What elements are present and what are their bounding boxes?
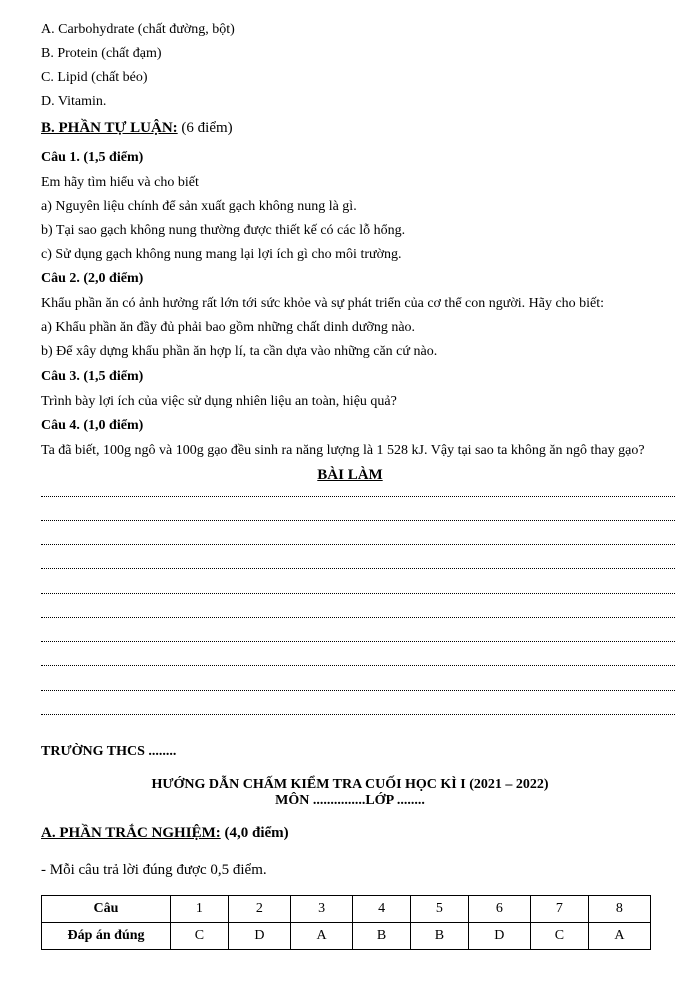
question-number: 8 [588, 896, 650, 923]
question-number: 6 [468, 896, 530, 923]
answer-line [41, 617, 675, 618]
question-number: 3 [290, 896, 352, 923]
question-4-title: Câu 4. (1,0 điểm) [41, 418, 144, 433]
question-1-part-b: b) Tại sao gạch không nung thường được thiết kế có các lỗ hổng. [41, 223, 406, 238]
correct-answer: D [228, 923, 290, 950]
correct-answer: A [588, 923, 650, 950]
question-2-intro: Khẩu phần ăn có ảnh hưởng rất lớn tới sức khỏe và sự phát triển của cơ thể con người. Hãy cho biết: [41, 296, 605, 311]
guide-subject: MÔN ...............LỚP ........ [275, 793, 425, 808]
scoring-note: - Mỗi câu trả lời đúng được 0,5 điểm. [41, 862, 267, 878]
answer-line [41, 593, 675, 594]
option-d: D. Vitamin. [41, 94, 107, 109]
school-name: TRƯỜNG THCS ........ [41, 744, 177, 759]
option-b: B. Protein (chất đạm) [41, 46, 162, 61]
question-1-part-c: c) Sử dụng gạch không nung mang lại lợi ích gì cho môi trường. [41, 247, 402, 262]
answer-line [41, 568, 675, 569]
essay-section-heading [41, 120, 233, 136]
mc-section-heading [41, 825, 289, 841]
table-row [42, 923, 651, 950]
option-a: A. Carbohydrate (chất đường, bột) [41, 22, 235, 37]
question-number: 7 [530, 896, 588, 923]
row-header-question: Câu [42, 896, 171, 923]
correct-answer: D [468, 923, 530, 950]
answer-line [41, 665, 675, 666]
question-number: 2 [228, 896, 290, 923]
mc-section-points: (4,0 điểm) [224, 825, 289, 841]
option-c: C. Lipid (chất béo) [41, 70, 148, 85]
question-1-part-a: a) Nguyên liệu chính để sản xuất gạch không nung là gì. [41, 199, 357, 214]
question-3-text: Trình bày lợi ích của việc sử dụng nhiên liệu an toàn, hiệu quả? [41, 394, 397, 409]
correct-answer: C [530, 923, 588, 950]
question-3-title: Câu 3. (1,5 điểm) [41, 369, 144, 384]
question-number: 4 [353, 896, 411, 923]
question-1-title: Câu 1. (1,5 điểm) [41, 150, 144, 165]
table-row [42, 896, 651, 923]
question-2-title: Câu 2. (2,0 điểm) [41, 271, 144, 286]
correct-answer: B [353, 923, 411, 950]
correct-answer: C [171, 923, 229, 950]
question-1-intro: Em hãy tìm hiểu và cho biết [41, 175, 199, 190]
essay-section-points: (6 điểm) [181, 120, 233, 136]
question-2-part-b: b) Để xây dựng khẩu phần ăn hợp lí, ta cần dựa vào những căn cứ nào. [41, 344, 438, 359]
guide-title: HƯỚNG DẪN CHẤM KIỂM TRA CUỐI HỌC KÌ I (2021 – 2022) [151, 777, 549, 792]
answer-line [41, 690, 675, 691]
question-2-part-a: a) Khẩu phần ăn đầy đủ phải bao gồm những chất dinh dưỡng nào. [41, 320, 416, 335]
answer-line [41, 641, 675, 642]
row-header-answer: Đáp án đúng [42, 923, 171, 950]
essay-section-label: B. PHẦN TỰ LUẬN: [41, 120, 178, 136]
work-title: BÀI LÀM [317, 467, 383, 483]
answer-line [41, 714, 675, 715]
question-number: 1 [171, 896, 229, 923]
mc-section-label: A. PHẦN TRẮC NGHIỆM: [41, 825, 221, 841]
answer-line [41, 496, 675, 497]
correct-answer: B [410, 923, 468, 950]
answer-line [41, 520, 675, 521]
question-number: 5 [410, 896, 468, 923]
answer-key-table [41, 895, 651, 950]
question-4-text: Ta đã biết, 100g ngô và 100g gạo đều sinh ra năng lượng là 1 528 kJ. Vậy tại sao ta không ăn ngô thay gạo? [41, 443, 645, 458]
correct-answer: A [290, 923, 352, 950]
answer-line [41, 544, 675, 545]
